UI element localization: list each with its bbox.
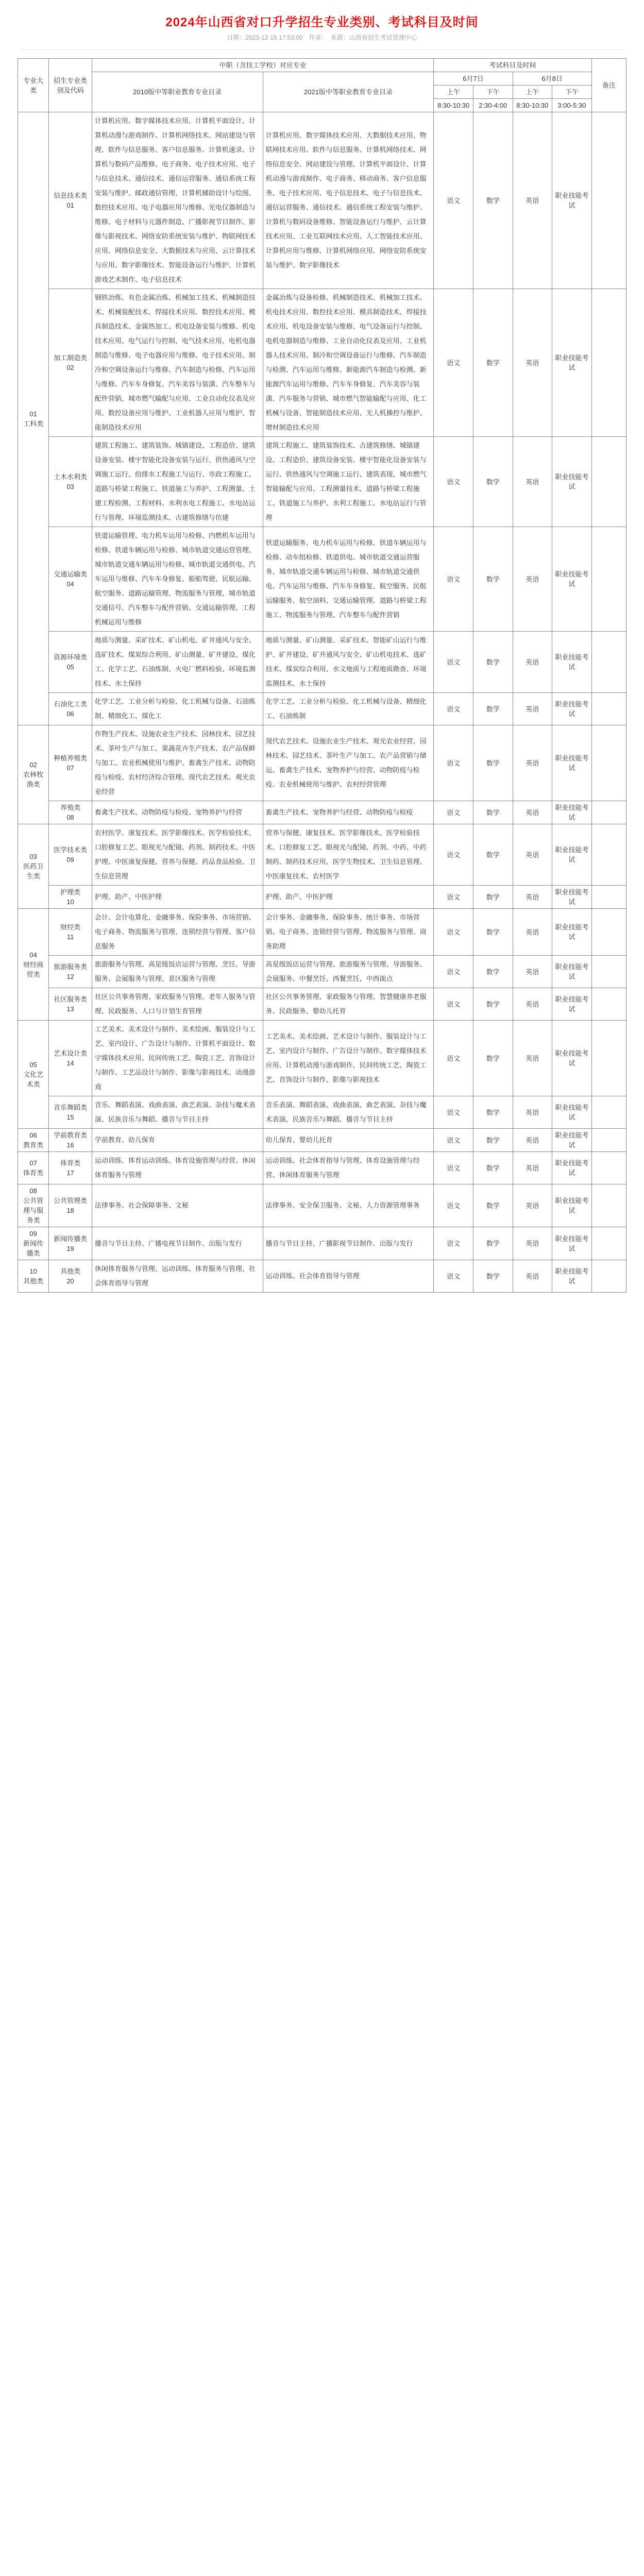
cell-catalog-2021 [263, 1021, 434, 1096]
cell-major-category: 10 其他类 [18, 1260, 49, 1293]
table-row [18, 1096, 626, 1129]
th-pm-1: 下午 [473, 86, 513, 99]
cell-major-category: 02 农林牧渔类 [18, 725, 49, 824]
catalog-text: 工艺美术、美术绘画、艺术设计与制作、服装设计与工艺、室内设计与制作、广告设计与制作、数字媒体技术应用、计算机动漫与游戏制作、民间传统工艺、陶瓷工艺、首饰设计与制作、影像与影视技术 [265, 1032, 427, 1083]
cell-catalog-2010 [92, 112, 263, 289]
th-catalog: 中职（含技工学校）对应专业 [92, 59, 434, 72]
cell-subject-s1: 语文 [434, 289, 473, 437]
cell-subject-s1: 语文 [434, 1129, 473, 1152]
catalog-text: 社区公共事务管理、家政服务与管理、老年人服务与管理、民政服务、人口与计划生育管理 [94, 993, 256, 1015]
cell-admission-major: 社区服务类 13 [49, 988, 92, 1021]
cell-catalog-2021 [263, 1260, 434, 1293]
cell-subject-s4: 职业技能考试 [552, 801, 592, 824]
table-row [18, 909, 626, 956]
cell-catalog-2021 [263, 527, 434, 632]
cell-subject-s4: 职业技能考试 [552, 1184, 592, 1227]
th-time-1: 8:30-10:30 [434, 99, 473, 112]
cell-major-category: 03 医药卫生类 [18, 824, 49, 909]
cell-admission-major: 新闻传播类 19 [49, 1227, 92, 1260]
catalog-text: 法律事务、社会保障事务、文秘 [94, 1201, 189, 1209]
catalog-text: 运动训练、社会体育指导与管理 [265, 1272, 360, 1280]
th-time-4: 3:00-5:30 [552, 99, 592, 112]
cell-subject-s1: 语文 [434, 801, 473, 824]
cell-remarks [591, 1260, 626, 1293]
catalog-text: 农村医学、康复技术、医学影像技术、医学检验技术、口腔修复工艺、眼视光与配镜、药剂、制药技术、中医护理、中医康复保健、营养与保健、药品食品检验、卫生信息管理 [94, 829, 256, 880]
cell-subject-s2: 数学 [473, 1152, 513, 1184]
cell-subject-s3: 英语 [513, 693, 552, 725]
catalog-text: 会计事务、金融事务、保险事务、统计事务、市场营销、电子商务、连锁经营与管理、物流服务与管理、商务助理 [265, 913, 427, 950]
cell-subject-s4: 职业技能考试 [552, 632, 592, 693]
cell-catalog-2021 [263, 1227, 434, 1260]
th-am-1: 上午 [434, 86, 473, 99]
cell-catalog-2021 [263, 725, 434, 801]
catalog-text: 会计、会计电算化、金融事务、保险事务、市场营销、电子商务、物流服务与管理、连锁经营与管理、客户信息服务 [94, 913, 256, 950]
th-remarks: 备注 [591, 59, 626, 112]
cell-admission-major: 石油化工类 06 [49, 693, 92, 725]
cell-subject-s2: 数学 [473, 632, 513, 693]
cell-catalog-2021 [263, 956, 434, 988]
th-pm-2: 下午 [552, 86, 592, 99]
cell-subject-s1: 语文 [434, 437, 473, 527]
cell-catalog-2021 [263, 1152, 434, 1184]
cell-admission-major: 财经类 11 [49, 909, 92, 956]
catalog-text: 金属冶炼与设备检修、机械制造技术、机械加工技术、机电技术应用、数控技术应用、模具制造技术、焊接技术应用、机电设备安装与维修、电气设备运行与控制、电机电器制造与维修、工业自动化仪表及应用、工业机器人技术应用、制冷和空调设备运行与维修、汽车制造与检测、汽车运用与维修、新能源汽车制造与检测、新能源汽车运用与维修、汽车车身修复、汽车美容与装潢、汽车服务与营销、城市燃气智能输配与应用、化工机械与设备、智能制造技术应用、无人机操控与维护、增材制造技术应用 [265, 294, 427, 431]
cell-subject-s2: 数学 [473, 1021, 513, 1096]
cell-catalog-2010 [92, 988, 263, 1021]
cell-remarks [591, 1227, 626, 1260]
cell-admission-major: 加工制造类 02 [49, 289, 92, 437]
cell-admission-major: 学前教育类 16 [49, 1129, 92, 1152]
cell-subject-s4: 职业技能考试 [552, 693, 592, 725]
th-subjects-time: 考试科目及时间 [434, 59, 591, 72]
table-row [18, 1227, 626, 1260]
catalog-text: 学前教育、幼儿保育 [94, 1136, 155, 1144]
cell-admission-major: 音乐舞蹈类 15 [49, 1096, 92, 1129]
cell-remarks [591, 632, 626, 693]
cell-subject-s3: 英语 [513, 1021, 552, 1096]
cell-catalog-2010 [92, 289, 263, 437]
cell-subject-s2: 数学 [473, 1184, 513, 1227]
th-admission-major: 招生专业类别及代码 [49, 59, 92, 112]
th-catalog-2010: 2010版中等职业教育专业目录 [92, 72, 263, 112]
cell-subject-s4: 职业技能考试 [552, 1129, 592, 1152]
cell-admission-major: 其他类 20 [49, 1260, 92, 1293]
cell-major-category: 09 新闻传播类 [18, 1227, 49, 1260]
cell-subject-s3: 英语 [513, 725, 552, 801]
cell-catalog-2010 [92, 1096, 263, 1129]
table-row [18, 1129, 626, 1152]
catalog-text: 播音与节目主持、广播电视节目制作、出版与发行 [94, 1239, 242, 1247]
cell-admission-major: 公共管理类 18 [49, 1184, 92, 1227]
cell-catalog-2021 [263, 693, 434, 725]
catalog-text: 播音与节目主持、广播影视节目制作、出版与发行 [265, 1239, 413, 1247]
table-row [18, 693, 626, 725]
table-row [18, 289, 626, 437]
catalog-text: 高星级饭店运营与管理、旅游服务与管理、导游服务、会展服务、中餐烹饪、西餐烹饪、中西面点 [265, 960, 427, 982]
cell-subject-s2: 数学 [473, 437, 513, 527]
catalog-text: 运动训练、体育运动训练、体育设施管理与经营、休闲体育服务与管理 [94, 1157, 256, 1179]
cell-remarks [591, 725, 626, 801]
th-date-june7: 6月7日 [434, 72, 513, 86]
catalog-text: 建筑工程施工、建筑装饰、城镇建设、工程造价、建筑设备安装、楼宇智能化设备安装与运行、供热通风与空调施工运行、给排水工程施工与运行、市政工程施工、道路与桥梁工程施工、铁道施工与养护、工程测量、土建工程检测、工程材料、水利水电工程施工、水电站运行与管理、环境监测技术、古建筑修缮与仿建 [94, 442, 256, 521]
table-row [18, 1184, 626, 1227]
cell-catalog-2010 [92, 527, 263, 632]
table-body [18, 112, 626, 1293]
cell-subject-s4: 职业技能考试 [552, 112, 592, 289]
cell-admission-major: 艺术设计类 14 [49, 1021, 92, 1096]
cell-subject-s4: 职业技能考试 [552, 886, 592, 909]
catalog-text: 地质与测量、矿山测量、采矿技术、智能矿山运行与维护、矿井建设、矿井通风与安全、矿山机电技术、选矿技术、煤炭综合利用、水文地质与工程地质勘查、环境监测技术、水土保持 [265, 636, 427, 687]
cell-remarks [591, 112, 626, 289]
catalog-text: 化学工艺、工业分析与检验、化工机械与设备、石油炼制、精细化工、煤化工 [94, 698, 256, 720]
cell-subject-s2: 数学 [473, 289, 513, 437]
cell-subject-s4: 职业技能考试 [552, 1096, 592, 1129]
cell-subject-s4: 职业技能考试 [552, 909, 592, 956]
cell-admission-major: 种植养殖类 07 [49, 725, 92, 801]
cell-subject-s3: 英语 [513, 437, 552, 527]
cell-subject-s2: 数学 [473, 988, 513, 1021]
table-row [18, 725, 626, 801]
cell-subject-s3: 英语 [513, 1152, 552, 1184]
cell-remarks [591, 437, 626, 527]
catalog-text: 铁道运输管理、电力机车运用与检修、内燃机车运用与检修、铁道车辆运用与检修、城市轨道交通运营管理、城市轨道交通车辆运用与检修、城市轨道交通供电、汽车运用与维修、汽车车身修复、船舶驾驶、民航运输、航空服务、道路运输管理、物流服务与管理、城市轨道交通信号、汽车整车与配件营销、交通运输管理、工程机械运用与维修 [94, 532, 256, 626]
th-date-june8: 6月8日 [513, 72, 591, 86]
cell-admission-major: 旅游服务类 12 [49, 956, 92, 988]
cell-subject-s2: 数学 [473, 909, 513, 956]
th-time-2: 2:30-4:00 [473, 99, 513, 112]
table-row [18, 956, 626, 988]
cell-subject-s3: 英语 [513, 909, 552, 956]
cell-subject-s2: 数学 [473, 725, 513, 801]
cell-catalog-2010 [92, 824, 263, 886]
table-row [18, 824, 626, 886]
cell-catalog-2021 [263, 112, 434, 289]
cell-catalog-2010 [92, 1184, 263, 1227]
cell-subject-s4: 职业技能考试 [552, 988, 592, 1021]
cell-subject-s3: 英语 [513, 886, 552, 909]
catalog-text: 护理、助产、中医护理 [265, 893, 333, 901]
cell-subject-s1: 语文 [434, 1260, 473, 1293]
cell-subject-s3: 英语 [513, 112, 552, 289]
cell-subject-s3: 英语 [513, 289, 552, 437]
cell-subject-s3: 英语 [513, 988, 552, 1021]
th-major-category: 专业大类 [18, 59, 49, 112]
cell-major-category: 04 财经商贸类 [18, 909, 49, 1021]
cell-subject-s1: 语文 [434, 824, 473, 886]
cell-major-category: 07 体育类 [18, 1152, 49, 1184]
cell-subject-s1: 语文 [434, 886, 473, 909]
table-row [18, 801, 626, 824]
table-wrapper [0, 58, 644, 1293]
cell-remarks [591, 1129, 626, 1152]
catalog-text: 法律事务、安全保卫服务、文秘、人力资源管理事务 [265, 1201, 420, 1209]
cell-remarks [591, 956, 626, 988]
cell-major-category: 08 公共管理与服务类 [18, 1184, 49, 1227]
table-row [18, 437, 626, 527]
cell-admission-major: 护理类 10 [49, 886, 92, 909]
cell-subject-s3: 英语 [513, 1129, 552, 1152]
catalog-text: 作物生产技术、设施农业生产技术、园林技术、园艺技术、茶叶生产与加工、果蔬花卉生产技术、农产品保鲜与加工、农业机械使用与维护、畜禽生产技术、动物防疫与检疫、农村经济综合管理、现代农艺技术、观光农业经营 [94, 730, 256, 795]
cell-catalog-2010 [92, 1260, 263, 1293]
cell-major-category: 05 文化艺术类 [18, 1021, 49, 1129]
cell-subject-s2: 数学 [473, 886, 513, 909]
cell-catalog-2021 [263, 289, 434, 437]
cell-subject-s2: 数学 [473, 1260, 513, 1293]
cell-catalog-2021 [263, 988, 434, 1021]
cell-catalog-2010 [92, 909, 263, 956]
cell-catalog-2010 [92, 1227, 263, 1260]
cell-subject-s4: 职业技能考试 [552, 437, 592, 527]
catalog-text: 营养与保健、康复技术、医学影像技术、医学检验技术、口腔修复工艺、眼视光与配镜、药剂、中药、中药制药、制药技术应用、医学生物技术、卫生信息管理、中医康复技术、农村医学 [265, 829, 427, 880]
cell-subject-s4: 职业技能考试 [552, 289, 592, 437]
catalog-text: 工艺美术、美术设计与制作、美术绘画、服装设计与工艺、室内设计、广告设计与制作、计算机平面设计、数字媒体技术应用、民间传统工艺、陶瓷工艺、首饰设计与制作、工艺品设计与制作、影像与影视技术、动漫游戏 [94, 1025, 256, 1091]
cell-catalog-2021 [263, 1096, 434, 1129]
cell-catalog-2021 [263, 1129, 434, 1152]
table-row [18, 527, 626, 632]
cell-subject-s4: 职业技能考试 [552, 1152, 592, 1184]
cell-subject-s3: 英语 [513, 1096, 552, 1129]
catalog-text: 化学工艺、工业分析与检验、化工机械与设备、精细化工、石油炼制 [265, 698, 427, 720]
cell-subject-s2: 数学 [473, 1096, 513, 1129]
table-row [18, 1260, 626, 1293]
cell-catalog-2021 [263, 1184, 434, 1227]
cell-subject-s4: 职业技能考试 [552, 725, 592, 801]
table-row [18, 1152, 626, 1184]
cell-catalog-2021 [263, 824, 434, 886]
catalog-text: 社区公共事务管理、家政服务与管理、智慧健康养老服务、民政服务、婴幼儿托育 [265, 993, 427, 1015]
catalog-text: 畜禽生产技术、宠物养护与经营、动物防疫与检疫 [265, 808, 413, 816]
cell-subject-s4: 职业技能考试 [552, 1227, 592, 1260]
cell-major-category: 06 教育类 [18, 1129, 49, 1152]
cell-subject-s1: 语文 [434, 988, 473, 1021]
cell-subject-s1: 语文 [434, 112, 473, 289]
catalog-text: 地质与测量、采矿技术、矿山机电、矿井通风与安全、选矿技术、煤炭综合利用、矿山测量、矿井建设、煤化工、化学工艺、石油炼制、火电厂燃料检验、环境监测技术、水土保持 [94, 636, 256, 687]
cell-catalog-2010 [92, 956, 263, 988]
cell-subject-s1: 语文 [434, 1021, 473, 1096]
cell-subject-s1: 语文 [434, 725, 473, 801]
cell-catalog-2010 [92, 801, 263, 824]
catalog-text: 幼儿保育、婴幼儿托育 [265, 1136, 333, 1144]
divider [21, 49, 623, 50]
cell-subject-s2: 数学 [473, 824, 513, 886]
cell-remarks [591, 1021, 626, 1096]
cell-admission-major: 养殖类 08 [49, 801, 92, 824]
page-title: 2024年山西省对口升学招生专业类别、考试科目及时间 [165, 15, 479, 29]
cell-remarks [591, 527, 626, 632]
catalog-text: 旅游服务与管理、高星级饭店运营与管理、烹饪、导游服务、会展服务与管理、景区服务与管理 [94, 960, 256, 982]
cell-catalog-2010 [92, 886, 263, 909]
cell-admission-major: 交通运输类 04 [49, 527, 92, 632]
cell-admission-major: 资源环境类 05 [49, 632, 92, 693]
cell-subject-s2: 数学 [473, 693, 513, 725]
cell-remarks [591, 289, 626, 437]
cell-subject-s1: 语文 [434, 693, 473, 725]
catalog-text: 现代农艺技术、设施农业生产技术、观光农业经营、园林技术、园艺技术、茶叶生产与加工、农产品营销与储运、畜禽生产技术、宠物养护与经营、动物防疫与检疫、农业机械使用与维护、农村经营管理 [265, 737, 427, 788]
cell-subject-s3: 英语 [513, 1260, 552, 1293]
cell-subject-s2: 数学 [473, 1227, 513, 1260]
catalog-text: 运动训练、社会体育指导与管理、体育设施管理与经营、休闲体育服务与管理 [265, 1157, 420, 1179]
catalog-text: 计算机应用、数字媒体技术应用、大数据技术应用、物联网技术应用、软件与信息服务、计算机网络技术、网络信息安全、网站建设与管理、计算机平面设计、计算机动漫与游戏制作、电子商务、移动商务、客户信息服务、电子技术应用、电子信息技术、电子与信息技术、通信运营服务、通信技术、通信系统工程安装与维护、计算机与数码设备维修、智能设备运行与维护、云计算技术应用、工业互联网技术应用、人工智能技术应用、计算机应用与维修、计算机网络应用、网络安防系统安装与维护、数字影像技术 [265, 131, 427, 269]
article-meta: 日期：2023-12-15 17:53:00 作者： 来源：山西省招生考试管理中心 [227, 34, 417, 41]
cell-subject-s2: 数学 [473, 527, 513, 632]
cell-subject-s1: 语文 [434, 1096, 473, 1129]
cell-subject-s1: 语文 [434, 956, 473, 988]
cell-subject-s3: 英语 [513, 1227, 552, 1260]
cell-remarks [591, 801, 626, 824]
cell-remarks [591, 909, 626, 956]
cell-subject-s4: 职业技能考试 [552, 956, 592, 988]
table-head [18, 59, 626, 112]
cell-catalog-2021 [263, 632, 434, 693]
exam-table [18, 58, 626, 1293]
cell-subject-s3: 英语 [513, 801, 552, 824]
cell-subject-s1: 语文 [434, 1184, 473, 1227]
cell-remarks [591, 824, 626, 886]
cell-catalog-2021 [263, 909, 434, 956]
th-am-2: 上午 [513, 86, 552, 99]
catalog-text: 畜禽生产技术、动物防疫与检疫、宠物养护与经营 [94, 808, 242, 816]
catalog-text: 音乐表演、舞蹈表演、戏曲表演、曲艺表演、杂技与魔术表演、民族音乐与舞蹈、播音与节目主持 [265, 1101, 427, 1123]
cell-major-category: 01 工科类 [18, 112, 49, 725]
cell-catalog-2010 [92, 437, 263, 527]
cell-catalog-2010 [92, 693, 263, 725]
cell-subject-s4: 职业技能考试 [552, 1260, 592, 1293]
cell-subject-s4: 职业技能考试 [552, 527, 592, 632]
cell-catalog-2010 [92, 632, 263, 693]
cell-admission-major: 信息技术类 01 [49, 112, 92, 289]
cell-catalog-2010 [92, 1152, 263, 1184]
cell-catalog-2021 [263, 437, 434, 527]
cell-subject-s3: 英语 [513, 956, 552, 988]
cell-subject-s1: 语文 [434, 1152, 473, 1184]
cell-subject-s3: 英语 [513, 824, 552, 886]
catalog-text: 计算机应用、数字媒体技术应用、计算机平面设计、计算机动漫与游戏制作、计算机网络技术、网站建设与管理、软件与信息服务、客户信息服务、计算机速录、计算机与数码产品维修、电子商务、电子技术应用、电子与信息技术、通信技术、通信运营服务、通信系统工程安装与维护、邮政通信管理、计算机辅助设计与绘图、数控技术应用、电子电器应用与维修、光电仪器制造与维修、电子材料与元器件制造、广播影视节目制作、影像与影视技术、网络安防系统安装与维护、物联网技术应用、网络信息安全、大数据技术与应用、云计算技术与应用、数字影像技术、智能设备运行与维护、计算机游戏艺术制作、电子信息技术 [94, 117, 256, 283]
cell-subject-s3: 英语 [513, 1184, 552, 1227]
table-row [18, 112, 626, 289]
cell-subject-s4: 职业技能考试 [552, 1021, 592, 1096]
cell-subject-s2: 数学 [473, 801, 513, 824]
cell-catalog-2021 [263, 886, 434, 909]
cell-subject-s1: 语文 [434, 527, 473, 632]
cell-subject-s4: 职业技能考试 [552, 824, 592, 886]
cell-catalog-2010 [92, 1129, 263, 1152]
cell-catalog-2010 [92, 725, 263, 801]
cell-subject-s2: 数学 [473, 1129, 513, 1152]
cell-remarks [591, 693, 626, 725]
cell-remarks [591, 1152, 626, 1184]
cell-subject-s2: 数学 [473, 956, 513, 988]
catalog-text: 建筑工程施工、建筑装饰技术、古建筑修缮、城镇建设、工程造价、建筑设备安装、楼宇智能化设备安装与运行、供热通风与空调施工运行、建筑表现、城市燃气智能输配与应用、工程测量技术、道路与桥梁工程施工、铁道施工与养护、水利工程施工、水电站运行与管理 [265, 442, 427, 521]
catalog-text: 休闲体育服务与管理、运动训练、体育服务与管理、社会体育指导与管理 [94, 1265, 256, 1287]
table-row [18, 1021, 626, 1096]
cell-catalog-2021 [263, 801, 434, 824]
cell-catalog-2010 [92, 1021, 263, 1096]
cell-admission-major: 土木水利类 03 [49, 437, 92, 527]
catalog-text: 铁道运输服务、电力机车运用与检修、铁道车辆运用与检修、动车组检修、铁道供电、城市轨道交通运营服务、城市轨道交通车辆运用与检修、城市轨道交通供电、汽车运用与维修、汽车车身修复、航空服务、民航运输服务、航空油料、交通运输管理、道路与桥梁工程施工、物流服务与管理、汽车整车与配件营销 [265, 539, 427, 619]
cell-subject-s3: 英语 [513, 527, 552, 632]
cell-admission-major: 医学技术类 09 [49, 824, 92, 886]
cell-subject-s3: 英语 [513, 632, 552, 693]
catalog-text: 钢铁冶炼、有色金属冶炼、机械加工技术、机械制造技术、机械装配技术、焊接技术应用、数控技术应用、模具制造技术、金属热加工、机电设备安装与维修、机电技术应用、电气运行与控制、电气技术应用、电机电器制造与维修、电子电器应用与维修、电子技术应用、制冷和空调设备运行与维修、汽车制造与检修、汽车运用与维修、汽车车身修复、汽车美容与装潢、汽车整车与配件营销、城市燃气输配与应用、工业自动化仪表及应用、数控设备应用与维护、工业机器人应用与维护、智能制造技术应用 [94, 294, 256, 431]
catalog-text: 护理、助产、中医护理 [94, 893, 162, 901]
table-row [18, 988, 626, 1021]
footer-spacer [0, 1293, 644, 1308]
cell-admission-major: 体育类 17 [49, 1152, 92, 1184]
th-time-3: 8:30-10:30 [513, 99, 552, 112]
cell-remarks [591, 886, 626, 909]
table-row [18, 632, 626, 693]
catalog-text: 音乐、舞蹈表演、戏曲表演、曲艺表演、杂技与魔术表演、民族音乐与舞蹈、播音与节目主持 [94, 1101, 256, 1123]
cell-remarks [591, 1096, 626, 1129]
table-row [18, 886, 626, 909]
cell-subject-s1: 语文 [434, 1227, 473, 1260]
cell-remarks [591, 1184, 626, 1227]
cell-subject-s1: 语文 [434, 909, 473, 956]
th-catalog-2021: 2021版中等职业教育专业目录 [263, 72, 434, 112]
cell-subject-s2: 数学 [473, 112, 513, 289]
cell-remarks [591, 988, 626, 1021]
cell-subject-s1: 语文 [434, 632, 473, 693]
